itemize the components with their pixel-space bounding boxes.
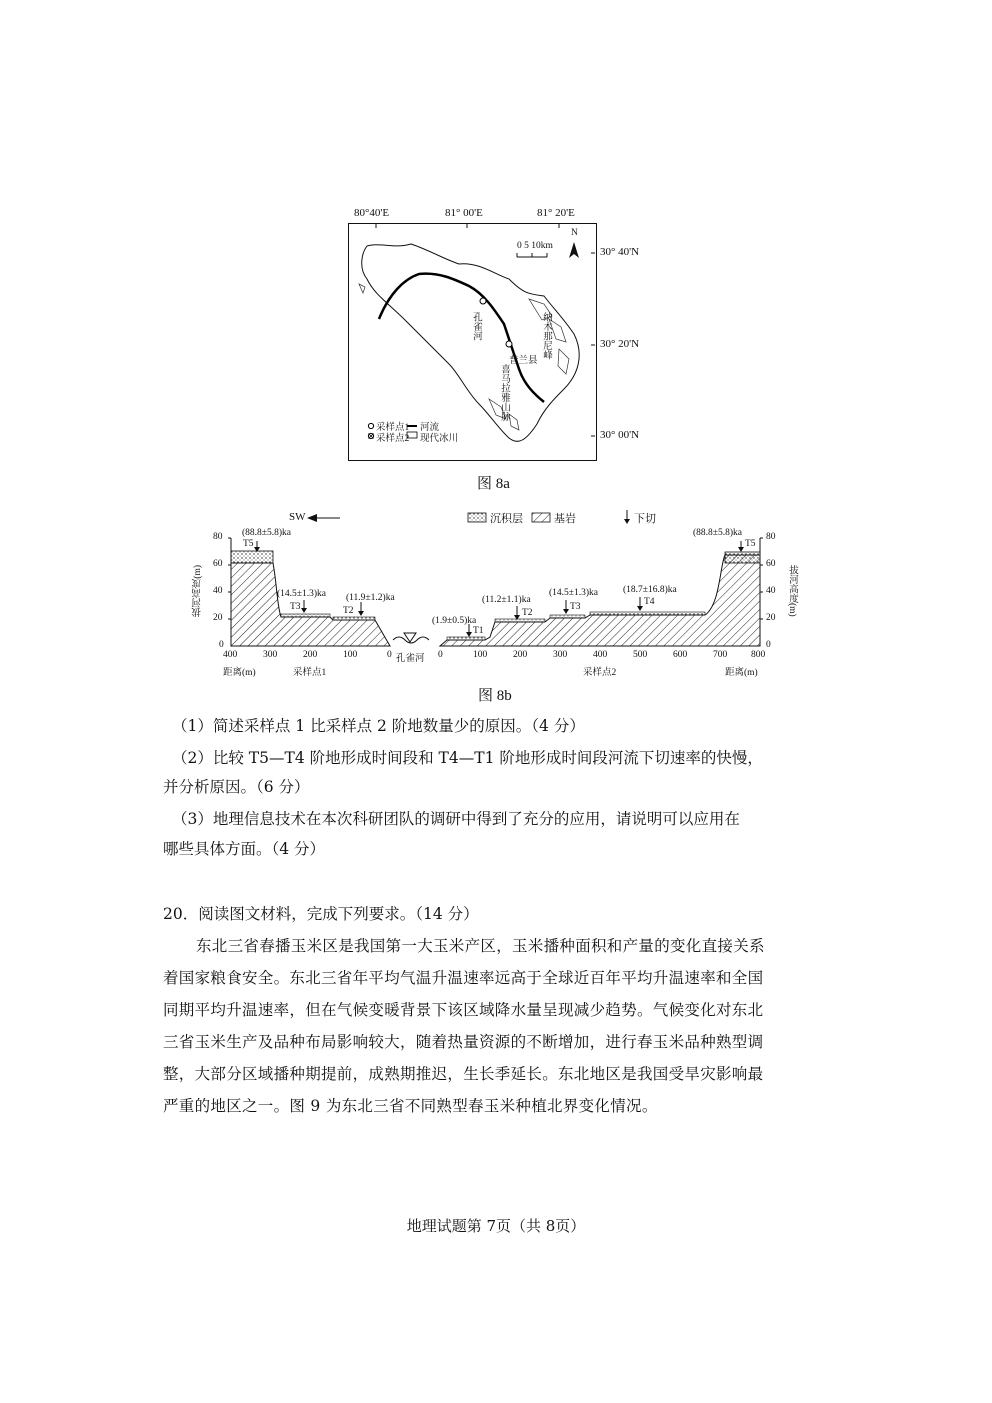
lon-tick-1: 80°40'E xyxy=(354,207,390,219)
y-tick-right-60: 60 xyxy=(766,559,776,569)
right-T5-age: (88.8±5.8)ka xyxy=(693,528,743,538)
lat-tick-2: 30° 20'N xyxy=(600,338,640,350)
q20-line-5: 整，大部分区域播种期提前，成熟期推迟，生长季延长。东北地区是我国受旱灾影响最 xyxy=(163,1065,764,1083)
x-tick-right-800: 800 xyxy=(751,650,766,660)
question-20-title: 20．阅读图文材料，完成下列要求。（14 分） xyxy=(163,905,479,923)
x-tick-right-200: 200 xyxy=(513,650,528,660)
legend-sample1: 采样点1 xyxy=(376,423,410,433)
y-tick-right-80: 80 xyxy=(766,532,776,542)
right-T1-name: T1 xyxy=(473,626,484,636)
right-T3-name: T3 xyxy=(570,602,581,612)
q20-line-3: 同期平均升温速率，但在气候变暖背景下该区域降水量呈现减少趋势。气候变化对东北 xyxy=(163,1001,764,1019)
y-tick-left-20: 20 xyxy=(213,613,223,623)
map-frame xyxy=(348,223,597,461)
right-T3-age: (14.5±1.3)ka xyxy=(549,588,599,598)
lon-tick-3: 81° 20'E xyxy=(537,207,575,219)
y-tick-left-40: 40 xyxy=(213,586,223,596)
y-tick-right-40: 40 xyxy=(766,586,776,596)
question-1: （1）简述采样点 1 比采样点 2 阶地数量少的原因。（4 分） xyxy=(172,717,585,735)
county-label: 普兰县 xyxy=(509,356,538,366)
right-T4-name: T4 xyxy=(644,597,655,607)
y-label-left: 拔河高度(m) xyxy=(193,565,203,617)
kongque-river xyxy=(379,274,544,402)
left-T2-age: (11.9±1.2)ka xyxy=(346,593,395,603)
y-tick-right-20: 20 xyxy=(766,613,776,623)
legend-glacier: 现代冰川 xyxy=(420,434,459,444)
legend-bedrock: 基岩 xyxy=(554,513,576,525)
page-footer: 地理试题第 7页（共 8页） xyxy=(406,1217,586,1235)
x-tick-right-100: 100 xyxy=(473,650,488,660)
legend-sample2: 采样点2 xyxy=(376,434,410,444)
y-tick-left-0: 0 xyxy=(219,640,224,650)
question-3-line1: （3）地理信息技术在本次科研团队的调研中得到了充分的应用，请说明可以应用在 xyxy=(172,810,740,828)
x-tick-right-600: 600 xyxy=(673,650,688,660)
mountain-label-1: 纳木那尼峰 xyxy=(541,312,551,360)
direction-label: SW xyxy=(289,511,306,523)
x-tick-right-0: 0 xyxy=(438,650,443,660)
question-2-line1: （2）比较 T5—T4 阶地形成时间段和 T4—T1 阶地形成时间段河流下切速率的快慢， xyxy=(172,749,763,767)
mountain-label-2: 喜马拉雅山脉 xyxy=(499,364,509,421)
legend-sediment: 沉积层 xyxy=(490,513,523,525)
left-T3-name: T3 xyxy=(290,602,301,612)
q20-line-1: 东北三省春播玉米区是我国第一大玉米产区，玉米播种面积和产量的变化直接关系 xyxy=(196,937,765,955)
figure-8a-caption: 图 8a xyxy=(477,476,510,492)
x-tick-right-500: 500 xyxy=(633,650,648,660)
right-T5-name: T5 xyxy=(745,539,756,549)
lat-tick-1: 30° 40'N xyxy=(600,246,640,258)
figure-8b xyxy=(185,505,805,685)
site1-label: 采样点1 xyxy=(293,668,327,678)
q20-line-4: 三省玉米生产及品种布局影响较大，随着热量资源的不断增加，进行春玉米品种熟型调 xyxy=(163,1033,764,1051)
right-T2-age: (11.2±1.1)ka xyxy=(482,595,531,605)
x-label-right: 距离(m) xyxy=(725,668,758,678)
river-name-label: 孔雀河 xyxy=(471,312,481,341)
scale-bar xyxy=(517,253,547,257)
x-tick-left-100: 100 xyxy=(343,650,358,660)
right-T2-name: T2 xyxy=(522,608,533,618)
left-T5-age: (88.8±5.8)ka xyxy=(242,528,292,538)
y-tick-left-80: 80 xyxy=(213,532,223,542)
north-arrow-icon xyxy=(569,242,579,258)
figure-8b-caption: 图 8b xyxy=(478,688,512,704)
x-label-left: 距离(m) xyxy=(223,668,256,678)
legend-incision: 下切 xyxy=(634,513,656,525)
y-tick-left-60: 60 xyxy=(213,559,223,569)
left-T5-name: T5 xyxy=(243,539,254,549)
legend-river: 河流 xyxy=(420,423,440,433)
left-T2-name: T2 xyxy=(343,606,354,616)
x-tick-left-0: 0 xyxy=(387,650,392,660)
x-tick-left-300: 300 xyxy=(263,650,278,660)
site2-label: 采样点2 xyxy=(583,668,617,678)
q20-line-6: 严重的地区之一。图 9 为东北三省不同熟型春玉米种植北界变化情况。 xyxy=(163,1097,658,1115)
x-tick-right-700: 700 xyxy=(713,650,728,660)
right-T1-age: (1.9±0.5)ka xyxy=(432,616,477,626)
question-3-line2: 哪些具体方面。（4 分） xyxy=(163,840,326,858)
lat-tick-3: 30° 00'N xyxy=(600,429,640,441)
north-label: N xyxy=(571,228,578,238)
river-label: 孔雀河 xyxy=(396,654,425,664)
x-tick-right-300: 300 xyxy=(553,650,568,660)
left-T3-age: (14.5±1.3)ka xyxy=(277,589,327,599)
x-tick-left-200: 200 xyxy=(303,650,318,660)
scale-label: 0 5 10km xyxy=(517,241,553,251)
y-label-right: 拔河高度(m) xyxy=(787,565,797,617)
question-2-line2: 并分析原因。（6 分） xyxy=(163,778,310,796)
lon-tick-2: 81° 00'E xyxy=(445,207,483,219)
q20-line-2: 着国家粮食安全。东北三省年平均气温升温速率远高于全球近百年平均升温速率和全国 xyxy=(163,969,764,987)
right-T4-age: (18.7±16.8)ka xyxy=(623,585,677,595)
x-tick-right-400: 400 xyxy=(593,650,608,660)
x-tick-left-400: 400 xyxy=(223,650,238,660)
y-tick-right-0: 0 xyxy=(766,640,771,650)
